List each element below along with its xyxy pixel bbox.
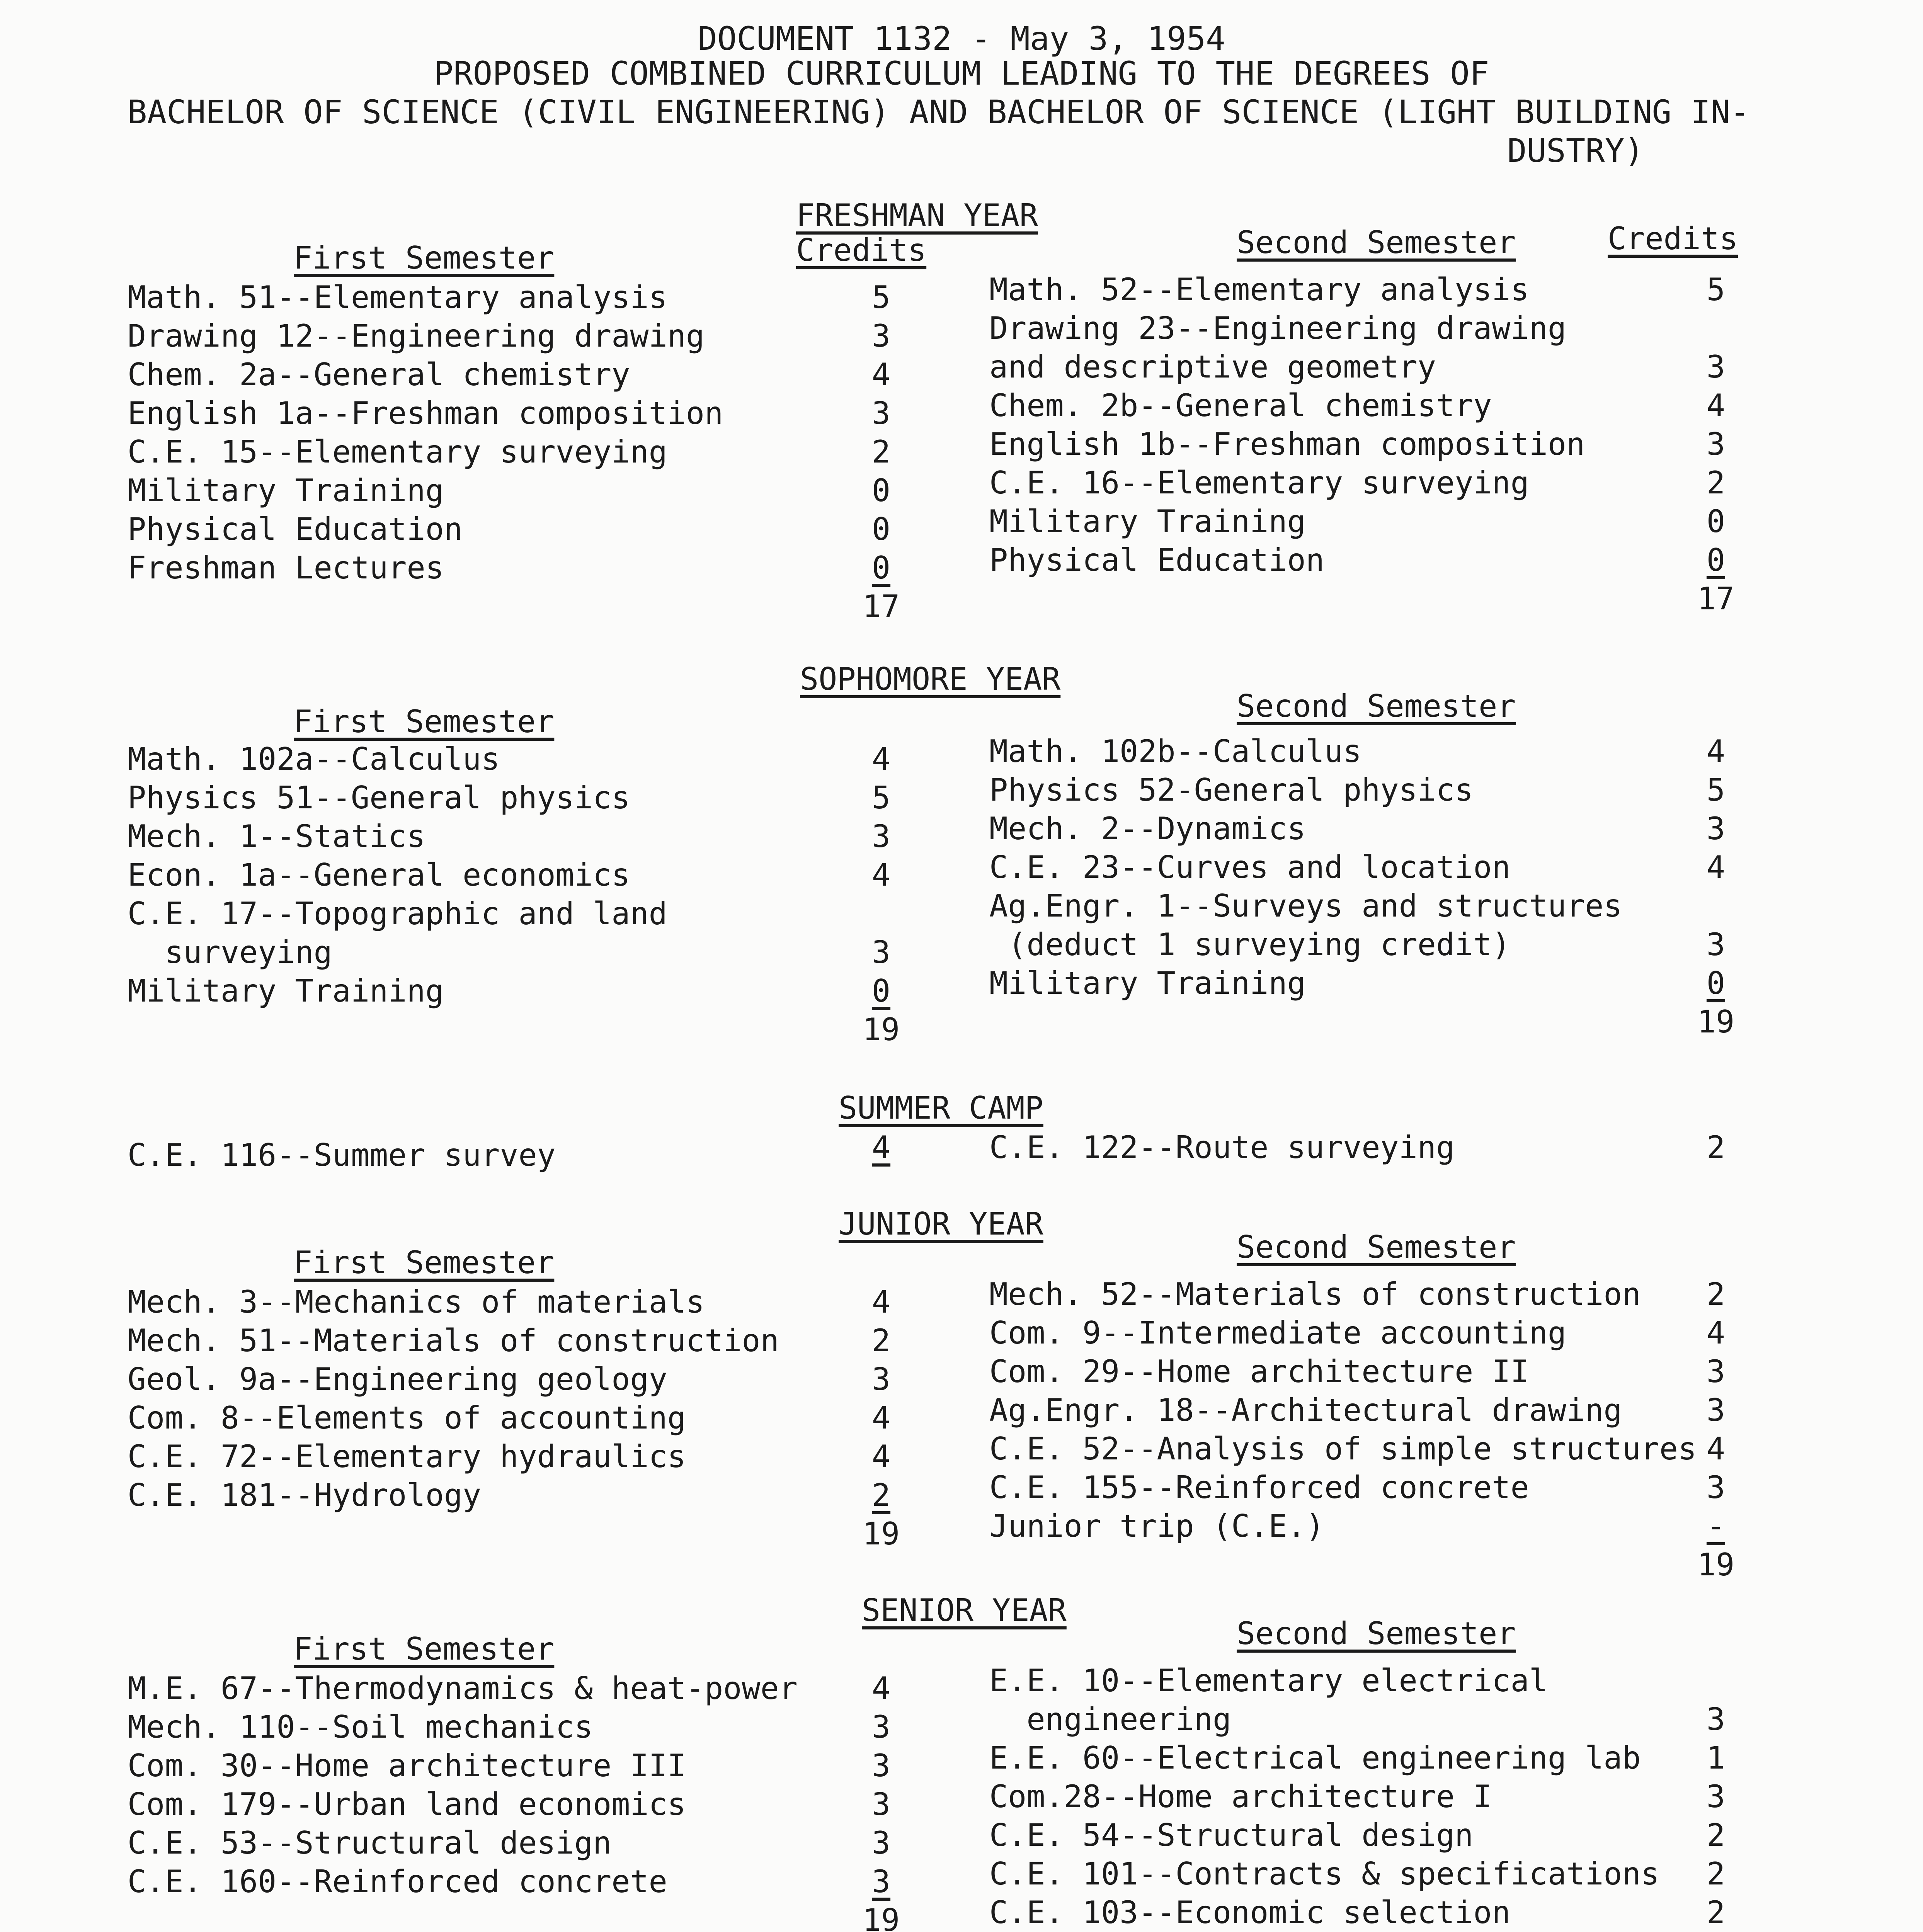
credit-value: 0 [1706,542,1726,578]
document-title: PROPOSED COMBINED CURRICULUM LEADING TO THE DEGREES OF [434,54,1489,92]
credit-value: 3 [1706,1469,1726,1505]
sophomore-second-semester-heading: Second Semester [1237,688,1516,724]
course-row: Physics 51--General physics [128,780,630,816]
credit-value: 2 [1706,1895,1726,1930]
credit-value: 3 [1706,927,1726,963]
course-row: Com. 29--Home architecture II [989,1354,1529,1389]
course-row: Com. 30--Home architecture III [128,1748,686,1784]
credit-value: 3 [871,1748,891,1784]
credit-value: 3 [871,318,891,354]
course-row: C.E. 16--Elementary surveying [989,465,1529,501]
course-row: Math. 102b--Calculus [989,733,1362,769]
course-row: Ag.Engr. 18--Architectural drawing [989,1392,1622,1428]
document-subtitle: BACHELOR OF SCIENCE (CIVIL ENGINEERING) AND BACHELOR OF SCIENCE (LIGHT BUILDING IN- [128,93,1750,131]
summer-left-credits: 4 [871,1129,891,1165]
semester-total: 19 [862,1902,900,1932]
course-row: Military Training [989,503,1306,539]
credit-value: 3 [871,1786,891,1822]
course-row: Mech. 110--Soil mechanics [128,1709,593,1745]
credit-value: 3 [871,1709,891,1745]
course-row: Physical Education [989,542,1324,578]
course-row: Freshman Lectures [128,550,444,586]
sophomore-year-title: SOPHOMORE YEAR [800,661,1061,697]
course-row: surveying [128,934,332,970]
course-row: Chem. 2b--General chemistry [989,388,1492,423]
credit-value: 0 [1706,503,1726,539]
course-row: M.E. 67--Thermodynamics & heat-power [128,1670,798,1706]
junior-second-semester-heading: Second Semester [1237,1229,1516,1265]
credit-value: 3 [1706,1701,1726,1737]
course-row: Military Training [989,965,1306,1001]
course-row: Drawing 23--Engineering drawing [989,310,1567,346]
course-row: Chem. 2a--General chemistry [128,357,630,393]
semester-total: 19 [862,1012,900,1048]
credit-value: 5 [1706,772,1726,808]
credit-value: 4 [871,1439,891,1475]
credit-value: 5 [871,780,891,816]
credit-value: 3 [871,818,891,854]
credit-value: 3 [1706,426,1726,462]
course-row: C.E. 23--Curves and location [989,849,1511,885]
credit-value: 1 [1706,1740,1726,1776]
course-row: and descriptive geometry [989,349,1436,385]
course-row: Military Training [128,973,444,1009]
freshman-first-semester-heading: First Semester [294,240,555,276]
credit-value: 3 [1706,811,1726,847]
course-row: Mech. 52--Materials of construction [989,1276,1641,1312]
course-row: Geol. 9a--Engineering geology [128,1361,667,1397]
course-row: E.E. 60--Electrical engineering lab [989,1740,1641,1776]
credit-value: 2 [1706,1856,1726,1892]
credit-value: 0 [1706,965,1726,1001]
credit-value: 2 [1706,1276,1726,1312]
summer-right-course: C.E. 122--Route surveying [989,1129,1455,1165]
credit-value: 4 [871,357,891,393]
sophomore-first-semester-heading: First Semester [294,704,555,740]
freshman-year-title: FRESHMAN YEAR [796,197,1038,233]
credit-value: 5 [1706,272,1726,308]
credit-value: 3 [871,1864,891,1900]
credit-value: 0 [871,550,891,586]
credit-value: 2 [1706,465,1726,501]
course-row: Math. 102a--Calculus [128,741,500,777]
course-row: Physical Education [128,511,463,547]
credit-value: 4 [871,1400,891,1436]
course-row: C.E. 155--Reinforced concrete [989,1469,1529,1505]
semester-total: 19 [1697,1004,1735,1040]
senior-year-title: SENIOR YEAR [862,1592,1067,1628]
credit-value: 2 [871,434,891,470]
course-row: C.E. 160--Reinforced concrete [128,1864,667,1900]
course-row: Military Training [128,473,444,509]
credit-value: 3 [871,1361,891,1397]
course-row: Math. 51--Elementary analysis [128,279,667,315]
junior-first-semester-heading: First Semester [294,1245,555,1281]
semester-total: 19 [862,1516,900,1552]
course-row: Com. 9--Intermediate accounting [989,1315,1567,1351]
course-row: Mech. 51--Materials of construction [128,1323,779,1359]
credit-value: - [1706,1508,1726,1544]
course-row: C.E. 103--Economic selection [989,1895,1511,1930]
course-row: engineering [989,1701,1232,1737]
course-row: Econ. 1a--General economics [128,857,630,893]
credit-value: 4 [1706,733,1726,769]
freshman-second-credits-heading: Credits [1608,221,1738,257]
course-row: Ag.Engr. 1--Surveys and structures [989,888,1622,924]
senior-second-semester-heading: Second Semester [1237,1616,1516,1651]
credit-value: 2 [871,1323,891,1359]
summer-right-credits: 2 [1706,1129,1726,1165]
course-row: English 1a--Freshman composition [128,395,723,431]
course-row: C.E. 54--Structural design [989,1817,1474,1853]
credit-value: 3 [1706,1354,1726,1389]
credit-value: 3 [871,1825,891,1861]
credit-value: 0 [871,511,891,547]
credit-value: 3 [871,934,891,970]
credit-value: 4 [1706,849,1726,885]
course-row: C.E. 181--Hydrology [128,1477,482,1513]
course-row: English 1b--Freshman composition [989,426,1585,462]
credit-value: 0 [871,973,891,1009]
course-row: (deduct 1 surveying credit) [989,927,1511,963]
credit-value: 3 [1706,349,1726,385]
credit-value: 4 [871,741,891,777]
credit-value: 2 [1706,1817,1726,1853]
course-row: Mech. 1--Statics [128,818,425,854]
document-subtitle-cont: DUSTRY) [1507,132,1644,170]
credit-value: 2 [871,1477,891,1513]
credit-value: 4 [871,857,891,893]
credit-value: 3 [1706,1392,1726,1428]
junior-year-title: JUNIOR YEAR [839,1206,1043,1242]
senior-first-semester-heading: First Semester [294,1631,555,1667]
freshman-first-credits-heading: Credits [796,232,927,268]
summer-left-course: C.E. 116--Summer survey [128,1137,556,1173]
semester-total: 17 [862,588,900,624]
freshman-second-semester-heading: Second Semester [1237,224,1516,260]
course-row: Physics 52-General physics [989,772,1474,808]
course-row: C.E. 17--Topographic and land [128,896,667,932]
course-row: E.E. 10--Elementary electrical [989,1663,1548,1699]
course-row: Com. 8--Elements of accounting [128,1400,686,1436]
course-row: C.E. 15--Elementary surveying [128,434,667,470]
credit-value: 5 [871,279,891,315]
credit-value: 3 [1706,1779,1726,1815]
credit-value: 4 [871,1284,891,1320]
summer-camp-title: SUMMER CAMP [839,1090,1043,1126]
course-row: Com.28--Home architecture I [989,1779,1492,1815]
course-row: C.E. 52--Analysis of simple structures [989,1431,1697,1467]
course-row: Drawing 12--Engineering drawing [128,318,705,354]
course-row: C.E. 72--Elementary hydraulics [128,1439,686,1475]
credit-value: 4 [871,1670,891,1706]
credit-value: 4 [1706,388,1726,423]
course-row: Mech. 2--Dynamics [989,811,1306,847]
semester-total: 19 [1697,1547,1735,1583]
course-row: Mech. 3--Mechanics of materials [128,1284,705,1320]
document-number: DOCUMENT 1132 - May 3, 1954 [698,20,1225,58]
course-row: Math. 52--Elementary analysis [989,272,1529,308]
credit-value: 3 [871,395,891,431]
course-row: Com. 179--Urban land economics [128,1786,686,1822]
course-row: Junior trip (C.E.) [989,1508,1324,1544]
semester-total: 17 [1697,581,1735,617]
credit-value: 4 [1706,1315,1726,1351]
credit-value: 4 [1706,1431,1726,1467]
credit-value: 0 [871,473,891,509]
course-row: C.E. 53--Structural design [128,1825,612,1861]
course-row: C.E. 101--Contracts & specifications [989,1856,1659,1892]
